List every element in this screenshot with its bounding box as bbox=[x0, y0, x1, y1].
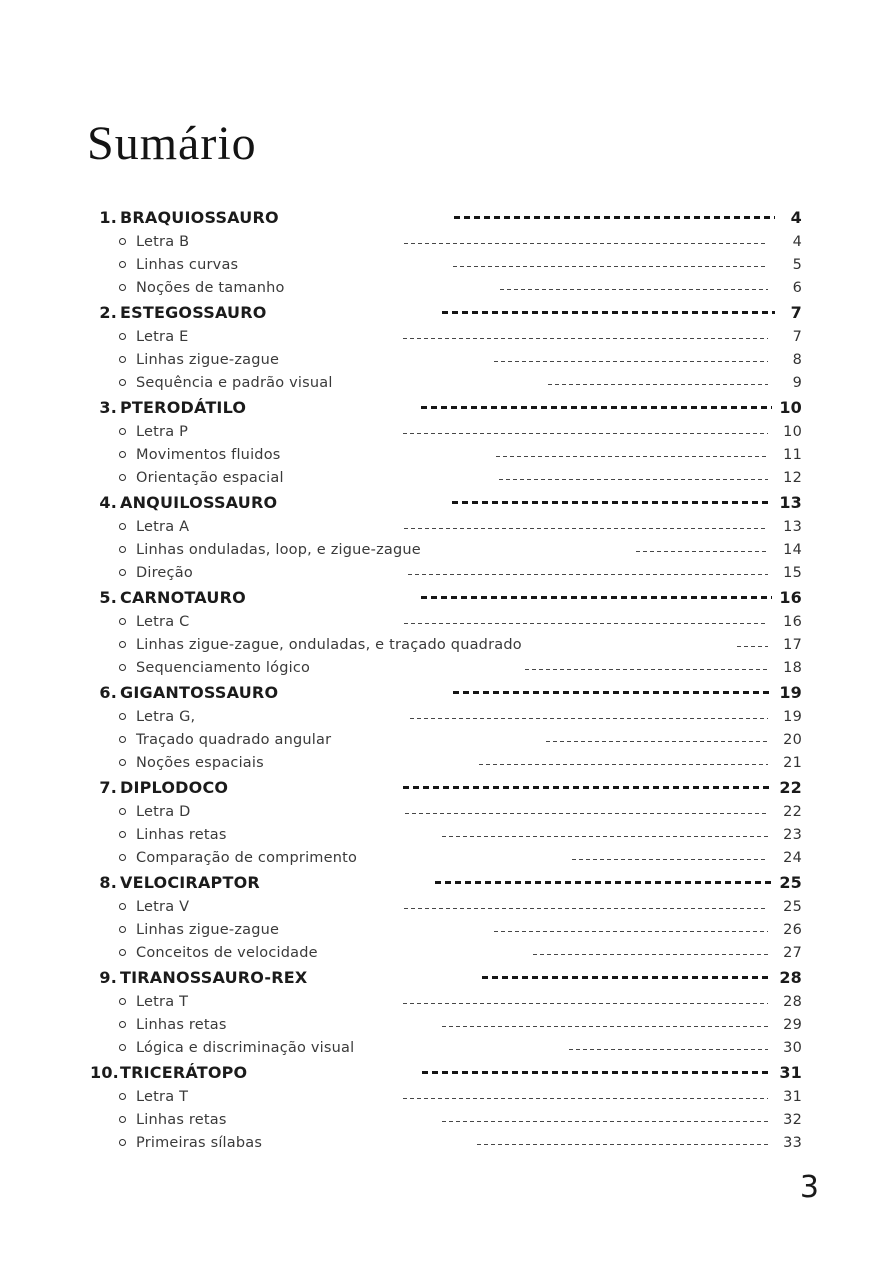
dotted-leader bbox=[422, 1071, 772, 1074]
toc-sub-entry bbox=[90, 515, 802, 538]
toc-section-page-number: 7 bbox=[790, 302, 802, 322]
toc-sub-entry bbox=[90, 1131, 802, 1154]
toc-section-page-number: 31 bbox=[779, 1062, 802, 1082]
toc-sub-page-number: 4 bbox=[792, 233, 802, 250]
toc-sub-label: Primeiras sílabas bbox=[136, 1134, 263, 1151]
toc-section-entry bbox=[90, 869, 802, 895]
circle-bullet-icon bbox=[119, 949, 126, 956]
page-number: 3 bbox=[799, 1170, 819, 1205]
toc-sub-page-number: 12 bbox=[783, 469, 802, 486]
toc-section-page-number: 10 bbox=[779, 397, 802, 417]
toc-sub-page-number: 22 bbox=[783, 803, 802, 820]
toc-sub-label: Letra G, bbox=[136, 708, 196, 725]
toc-section-number: 7. bbox=[99, 777, 117, 797]
toc-sub-page-number: 10 bbox=[783, 423, 802, 440]
toc-section-group bbox=[90, 394, 802, 489]
toc-sub-label: Lógica e discriminação visual bbox=[136, 1039, 355, 1056]
toc-sub-page-number: 31 bbox=[783, 1088, 802, 1105]
toc-section-group bbox=[90, 204, 802, 299]
circle-bullet-icon bbox=[119, 736, 126, 743]
dotted-leader bbox=[421, 406, 772, 409]
toc-section-number: 10. bbox=[90, 1062, 119, 1082]
dotted-leader bbox=[421, 596, 772, 599]
toc-sub-page-number: 25 bbox=[783, 898, 802, 915]
toc-section-entry bbox=[90, 299, 802, 325]
toc-section-group bbox=[90, 489, 802, 584]
toc-sub-entry bbox=[90, 420, 802, 443]
dotted-leader bbox=[410, 718, 768, 720]
toc-sub-label: Direção bbox=[136, 564, 193, 581]
toc-sub-page-number: 8 bbox=[792, 351, 802, 368]
dotted-leader bbox=[435, 881, 772, 884]
dotted-leader bbox=[442, 311, 775, 314]
circle-bullet-icon bbox=[119, 333, 126, 340]
toc-sub-label: Linhas retas bbox=[136, 1016, 227, 1033]
toc-section-title: CARNOTAURO bbox=[120, 587, 246, 607]
toc-sub-label: Linhas retas bbox=[136, 1111, 227, 1128]
toc-section-title: BRAQUIOSSAURO bbox=[120, 207, 279, 227]
page-title: Sumário bbox=[87, 117, 257, 171]
dotted-leader bbox=[453, 266, 768, 268]
toc-sub-label: Linhas zigue-zague bbox=[136, 351, 280, 368]
toc-sub-page-number: 5 bbox=[792, 256, 802, 273]
toc-sub-label: Movimentos fluidos bbox=[136, 446, 281, 463]
toc-section-title: PTERODÁTILO bbox=[120, 397, 247, 417]
circle-bullet-icon bbox=[119, 854, 126, 861]
dotted-leader bbox=[546, 741, 768, 743]
toc-sub-entry bbox=[90, 230, 802, 253]
circle-bullet-icon bbox=[119, 903, 126, 910]
dotted-leader bbox=[404, 243, 768, 245]
toc-sub-page-number: 19 bbox=[783, 708, 802, 725]
toc-sub-entry bbox=[90, 1108, 802, 1131]
toc-sub-page-number: 15 bbox=[783, 564, 802, 581]
toc-sub-page-number: 6 bbox=[792, 279, 802, 296]
toc-section-number: 5. bbox=[99, 587, 117, 607]
circle-bullet-icon bbox=[119, 284, 126, 291]
dotted-leader bbox=[404, 528, 768, 530]
toc-section-entry bbox=[90, 679, 802, 705]
toc-sub-label: Letra P bbox=[136, 423, 189, 440]
toc-sub-entry bbox=[90, 1036, 802, 1059]
toc-sub-entry bbox=[90, 610, 802, 633]
toc-sub-label: Letra E bbox=[136, 328, 189, 345]
toc-section-group bbox=[90, 774, 802, 869]
toc-sub-entry bbox=[90, 941, 802, 964]
circle-bullet-icon bbox=[119, 998, 126, 1005]
toc-section-title: DIPLODOCO bbox=[120, 777, 229, 797]
circle-bullet-icon bbox=[119, 261, 126, 268]
toc-sub-page-number: 30 bbox=[783, 1039, 802, 1056]
toc-sub-page-number: 29 bbox=[783, 1016, 802, 1033]
toc-section-page-number: 19 bbox=[779, 682, 802, 702]
circle-bullet-icon bbox=[119, 356, 126, 363]
toc-section-number: 2. bbox=[99, 302, 117, 322]
dotted-leader bbox=[482, 976, 772, 979]
toc-sub-label: Letra B bbox=[136, 233, 190, 250]
dotted-leader bbox=[636, 551, 768, 553]
toc-section-entry bbox=[90, 489, 802, 515]
toc-sub-entry bbox=[90, 371, 802, 394]
toc-section-number: 6. bbox=[99, 682, 117, 702]
dotted-leader bbox=[569, 1049, 768, 1051]
toc-section-number: 1. bbox=[99, 207, 117, 227]
dotted-leader bbox=[494, 361, 768, 363]
toc-section-group bbox=[90, 679, 802, 774]
toc-sub-page-number: 28 bbox=[783, 993, 802, 1010]
circle-bullet-icon bbox=[119, 926, 126, 933]
dotted-leader bbox=[403, 1098, 768, 1100]
toc-sub-page-number: 27 bbox=[783, 944, 802, 961]
toc-sub-entry bbox=[90, 656, 802, 679]
toc-section-number: 9. bbox=[99, 967, 117, 987]
dotted-leader bbox=[403, 338, 768, 340]
toc-sub-entry bbox=[90, 1085, 802, 1108]
toc-section-number: 4. bbox=[99, 492, 117, 512]
toc-sub-label: Sequência e padrão visual bbox=[136, 374, 333, 391]
toc-sub-label: Linhas zigue-zague, onduladas, e traçado quadrado bbox=[136, 636, 522, 653]
dotted-leader bbox=[533, 954, 768, 956]
toc-sub-page-number: 33 bbox=[783, 1134, 802, 1151]
dotted-leader bbox=[452, 501, 772, 504]
dotted-leader bbox=[408, 574, 768, 576]
toc-section-group bbox=[90, 584, 802, 679]
toc-sub-page-number: 23 bbox=[783, 826, 802, 843]
circle-bullet-icon bbox=[119, 808, 126, 815]
toc-sub-entry bbox=[90, 990, 802, 1013]
toc-section-page-number: 13 bbox=[779, 492, 802, 512]
dotted-leader bbox=[477, 1144, 768, 1146]
dotted-leader bbox=[525, 669, 768, 671]
toc-sub-entry bbox=[90, 705, 802, 728]
toc-section-title: TRICERÁTOPO bbox=[120, 1062, 248, 1082]
toc-sub-label: Letra V bbox=[136, 898, 190, 915]
dotted-leader bbox=[496, 456, 768, 458]
dotted-leader bbox=[403, 1003, 768, 1005]
dotted-leader bbox=[494, 931, 768, 933]
dotted-leader bbox=[737, 646, 768, 648]
toc-sub-entry bbox=[90, 846, 802, 869]
toc-sub-entry bbox=[90, 1013, 802, 1036]
toc-sub-page-number: 11 bbox=[783, 446, 802, 463]
dotted-leader bbox=[572, 859, 768, 861]
toc-section-entry bbox=[90, 394, 802, 420]
toc-sub-page-number: 26 bbox=[783, 921, 802, 938]
toc-sub-page-number: 14 bbox=[783, 541, 802, 558]
circle-bullet-icon bbox=[119, 831, 126, 838]
circle-bullet-icon bbox=[119, 1139, 126, 1146]
toc-sub-entry bbox=[90, 538, 802, 561]
dotted-leader bbox=[403, 433, 768, 435]
toc-sub-label: Linhas retas bbox=[136, 826, 227, 843]
toc-section-page-number: 4 bbox=[790, 207, 802, 227]
toc-section-group bbox=[90, 964, 802, 1059]
toc-sub-label: Conceitos de velocidade bbox=[136, 944, 318, 961]
toc-sub-page-number: 18 bbox=[783, 659, 802, 676]
circle-bullet-icon bbox=[119, 474, 126, 481]
circle-bullet-icon bbox=[119, 1116, 126, 1123]
toc-section-title: TIRANOSSAURO-REX bbox=[120, 967, 308, 987]
toc-sub-label: Linhas curvas bbox=[136, 256, 239, 273]
toc-sub-page-number: 7 bbox=[792, 328, 802, 345]
toc-section-entry bbox=[90, 1059, 802, 1085]
toc-sub-page-number: 32 bbox=[783, 1111, 802, 1128]
circle-bullet-icon bbox=[119, 664, 126, 671]
toc-sub-entry bbox=[90, 633, 802, 656]
toc-section-entry bbox=[90, 584, 802, 610]
dotted-leader bbox=[499, 479, 768, 481]
toc-section-entry bbox=[90, 774, 802, 800]
toc-sub-entry bbox=[90, 276, 802, 299]
toc-section-title: ANQUILOSSAURO bbox=[120, 492, 278, 512]
toc-sub-page-number: 21 bbox=[783, 754, 802, 771]
dotted-leader bbox=[548, 384, 768, 386]
toc-sub-page-number: 24 bbox=[783, 849, 802, 866]
toc-sub-label: Linhas onduladas, loop, e zigue-zague bbox=[136, 541, 421, 558]
toc-sub-label: Linhas zigue-zague bbox=[136, 921, 280, 938]
dotted-leader bbox=[442, 1121, 768, 1123]
toc-section-page-number: 25 bbox=[779, 872, 802, 892]
toc-section-number: 8. bbox=[99, 872, 117, 892]
toc-sub-entry bbox=[90, 728, 802, 751]
toc-sub-label: Letra T bbox=[136, 993, 189, 1010]
toc-section-number: 3. bbox=[99, 397, 117, 417]
toc-sub-entry bbox=[90, 918, 802, 941]
circle-bullet-icon bbox=[119, 523, 126, 530]
toc-sub-entry bbox=[90, 823, 802, 846]
toc-sub-page-number: 13 bbox=[783, 518, 802, 535]
toc-sub-label: Comparação de comprimento bbox=[136, 849, 358, 866]
toc-sub-label: Sequenciamento lógico bbox=[136, 659, 311, 676]
toc-sub-entry bbox=[90, 253, 802, 276]
toc-sub-entry bbox=[90, 325, 802, 348]
circle-bullet-icon bbox=[119, 759, 126, 766]
toc-sub-label: Letra T bbox=[136, 1088, 189, 1105]
toc-section-page-number: 22 bbox=[779, 777, 802, 797]
toc-sub-label: Traçado quadrado angular bbox=[136, 731, 332, 748]
dotted-leader bbox=[405, 813, 768, 815]
toc-sub-entry bbox=[90, 751, 802, 774]
toc-section-title: VELOCIRAPTOR bbox=[120, 872, 260, 892]
dotted-leader bbox=[454, 216, 775, 219]
circle-bullet-icon bbox=[119, 238, 126, 245]
dotted-leader bbox=[500, 289, 768, 291]
toc-sub-label: Letra A bbox=[136, 518, 190, 535]
toc-section-page-number: 28 bbox=[779, 967, 802, 987]
circle-bullet-icon bbox=[119, 641, 126, 648]
circle-bullet-icon bbox=[119, 1093, 126, 1100]
toc-section-entry bbox=[90, 964, 802, 990]
toc-section-page-number: 16 bbox=[779, 587, 802, 607]
toc-sub-page-number: 9 bbox=[792, 374, 802, 391]
toc-sub-entry bbox=[90, 800, 802, 823]
dotted-leader bbox=[479, 764, 768, 766]
toc-section-title: GIGANTOSSAURO bbox=[120, 682, 279, 702]
circle-bullet-icon bbox=[119, 618, 126, 625]
dotted-leader bbox=[442, 836, 768, 838]
dotted-leader bbox=[404, 623, 768, 625]
toc-sub-entry bbox=[90, 348, 802, 371]
toc-section-group bbox=[90, 299, 802, 394]
toc-section-title: ESTEGOSSAURO bbox=[120, 302, 267, 322]
toc-sub-label: Letra D bbox=[136, 803, 191, 820]
circle-bullet-icon bbox=[119, 569, 126, 576]
toc-sub-label: Letra C bbox=[136, 613, 190, 630]
circle-bullet-icon bbox=[119, 1044, 126, 1051]
circle-bullet-icon bbox=[119, 428, 126, 435]
dotted-leader bbox=[453, 691, 772, 694]
toc-sub-page-number: 17 bbox=[783, 636, 802, 653]
circle-bullet-icon bbox=[119, 546, 126, 553]
dotted-leader bbox=[403, 786, 772, 789]
toc-section-group bbox=[90, 869, 802, 964]
circle-bullet-icon bbox=[119, 1021, 126, 1028]
toc-sub-page-number: 16 bbox=[783, 613, 802, 630]
toc-list bbox=[90, 204, 802, 1154]
toc-sub-label: Noções de tamanho bbox=[136, 279, 285, 296]
circle-bullet-icon bbox=[119, 379, 126, 386]
toc-section-group bbox=[90, 1059, 802, 1154]
circle-bullet-icon bbox=[119, 451, 126, 458]
toc-sub-entry bbox=[90, 561, 802, 584]
circle-bullet-icon bbox=[119, 713, 126, 720]
toc-sub-entry bbox=[90, 466, 802, 489]
toc-sub-label: Orientação espacial bbox=[136, 469, 284, 486]
toc-sub-page-number: 20 bbox=[783, 731, 802, 748]
toc-sub-label: Noções espaciais bbox=[136, 754, 264, 771]
toc-section-entry bbox=[90, 204, 802, 230]
dotted-leader bbox=[404, 908, 768, 910]
toc-sub-entry bbox=[90, 443, 802, 466]
toc-sub-entry bbox=[90, 895, 802, 918]
dotted-leader bbox=[442, 1026, 768, 1028]
